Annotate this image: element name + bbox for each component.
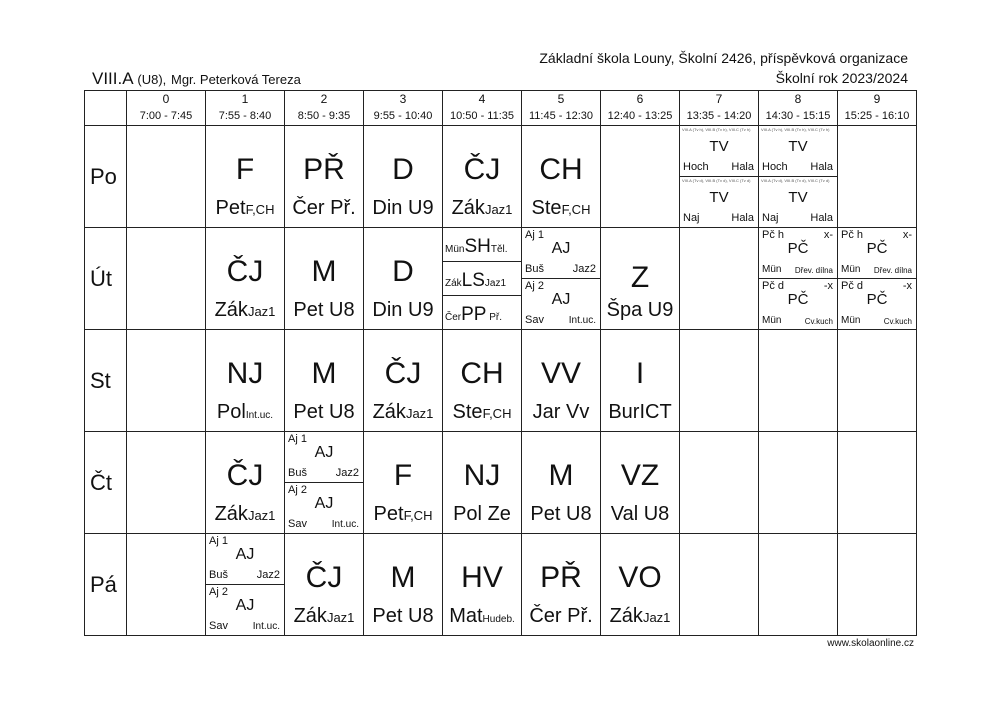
subject: ČJ: [463, 153, 501, 186]
teacher: Čer: [292, 197, 325, 219]
period-number: 3: [364, 91, 443, 109]
room: Hala: [731, 212, 754, 224]
teacher: Naj: [683, 212, 700, 224]
room: U8: [408, 605, 434, 627]
group-lesson[interactable]: [680, 177, 758, 227]
room: F,CH: [403, 508, 433, 523]
lesson-cell[interactable]: [285, 126, 364, 228]
room: U9: [408, 299, 434, 321]
subject: M: [390, 561, 416, 594]
room: Jaz1: [484, 278, 507, 289]
room: U8: [643, 503, 670, 525]
lesson-cell[interactable]: [522, 432, 601, 534]
subject: PŘ: [303, 153, 345, 186]
lesson-cell[interactable]: [522, 534, 601, 636]
group-lesson[interactable]: [285, 432, 363, 483]
lesson-cell[interactable]: [285, 534, 364, 636]
class-name: VIII.A: [92, 69, 133, 88]
group-label: VIII.A (Tv d), VIII.B (Tv d), VIII.C (Tv d): [682, 178, 751, 183]
lesson-cell[interactable]: [601, 228, 680, 330]
subject: ČJ: [384, 357, 422, 390]
room: Jaz1: [247, 508, 276, 523]
group-lesson[interactable]: [838, 228, 916, 279]
group-lesson[interactable]: [206, 585, 284, 635]
subject: TV: [709, 138, 729, 155]
room: Jaz2: [256, 569, 280, 581]
teacher: Sav: [209, 620, 228, 632]
lesson-cell[interactable]: [285, 330, 364, 432]
lesson-cell-empty: [759, 432, 838, 534]
teacher: Pet: [372, 605, 403, 627]
subject: PČ: [866, 240, 888, 257]
teacher: Zák: [214, 299, 248, 321]
teacher: Mün: [762, 315, 782, 326]
lesson-cell[interactable]: [364, 534, 443, 636]
room: Hala: [810, 212, 833, 224]
lesson-cell[interactable]: [443, 126, 522, 228]
group-label: Aj 2: [525, 280, 544, 292]
subject: AJ: [235, 546, 255, 563]
teacher: Pet: [293, 299, 324, 321]
subject: LS: [461, 270, 485, 291]
period-time-row: [85, 108, 917, 126]
lesson-cell-empty: [127, 126, 206, 228]
room: F,CH: [482, 406, 512, 421]
subject: HV: [461, 561, 503, 594]
teacher: Zák: [372, 401, 406, 423]
group-lesson[interactable]: [838, 279, 916, 329]
subject: AJ: [235, 597, 255, 614]
group-label: VIII.A (Tv h), VIII.B (Tv h), VIII.C (Tv h): [682, 127, 751, 132]
room: Int.uc.: [568, 315, 596, 326]
day-label: St: [85, 330, 127, 432]
week-marker: x-: [823, 229, 833, 241]
teacher: Hoch: [762, 161, 788, 173]
lesson-cell[interactable]: [206, 330, 285, 432]
room: Jaz1: [642, 610, 671, 625]
teacher: Din: [372, 197, 403, 219]
subject: TV: [788, 138, 808, 155]
group-lesson[interactable]: [443, 296, 521, 329]
lesson-cell[interactable]: [601, 534, 680, 636]
group-label: Aj 1: [209, 535, 228, 547]
week-marker: -x: [823, 280, 833, 292]
subject: PČ: [866, 291, 888, 308]
teacher: Pol: [216, 401, 246, 423]
period-time: 7:55 - 8:40: [206, 108, 285, 126]
subject: NJ: [226, 357, 264, 390]
period-time: 10:50 - 11:35: [443, 108, 522, 126]
subject: PČ: [787, 240, 809, 257]
lesson-cell[interactable]: [364, 330, 443, 432]
lesson-cell-empty: [127, 228, 206, 330]
teacher: Mün: [841, 264, 861, 275]
lesson-cell[interactable]: [285, 228, 364, 330]
day-row-ut: [85, 228, 917, 330]
subject: AJ: [314, 444, 334, 461]
period-number: 5: [522, 91, 601, 109]
week-marker: x-: [902, 229, 912, 241]
group-label: Aj 1: [288, 433, 307, 445]
period-time: 12:40 - 13:25: [601, 108, 680, 126]
class-title: [92, 69, 301, 89]
teacher: Ste: [531, 197, 562, 219]
timetable: [84, 90, 917, 636]
teacher: Zák: [609, 605, 643, 627]
group-lesson[interactable]: [522, 228, 600, 279]
lesson-cell-empty: [759, 330, 838, 432]
teacher: Zák: [293, 605, 327, 627]
room: U9: [647, 299, 674, 321]
lesson-cell-split[interactable]: [759, 126, 838, 228]
class-teacher: Mgr. Peterková Tereza: [171, 72, 301, 87]
room: Jaz1: [326, 610, 355, 625]
subject: ČJ: [305, 561, 343, 594]
lesson-cell-empty: [838, 432, 917, 534]
subject: PP: [461, 304, 487, 325]
room: Int.uc.: [245, 410, 274, 421]
subject: AJ: [314, 495, 334, 512]
day-row-st: [85, 330, 917, 432]
lesson-cell-split[interactable]: [522, 228, 601, 330]
group-lesson[interactable]: [759, 279, 837, 329]
lesson-cell-empty: [838, 330, 917, 432]
room: F,CH: [561, 202, 591, 217]
lesson-cell-split[interactable]: [759, 228, 838, 330]
group-lesson[interactable]: [522, 279, 600, 329]
teacher: Sav: [525, 314, 544, 326]
lesson-cell[interactable]: [206, 126, 285, 228]
group-lesson[interactable]: [443, 262, 521, 296]
period-number: 2: [285, 91, 364, 109]
lesson-cell-empty: [601, 126, 680, 228]
subject: PČ: [787, 291, 809, 308]
subject: M: [311, 357, 337, 390]
class-room: (U8),: [137, 72, 167, 87]
teacher: Sav: [288, 518, 307, 530]
group-label: Pč d: [841, 280, 864, 292]
teacher: Din: [372, 299, 403, 321]
lesson-cell[interactable]: [206, 432, 285, 534]
lesson-cell-split[interactable]: [285, 432, 364, 534]
subject: M: [311, 255, 337, 288]
group-label: VIII.A (Tv d), VIII.B (Tv d), VIII.C (Tv d): [761, 178, 830, 183]
room: Dřev. dílna: [794, 266, 833, 275]
period-number: 1: [206, 91, 285, 109]
school-year: Školní rok 2023/2024: [775, 70, 908, 86]
room: U8: [566, 503, 592, 525]
group-lesson[interactable]: [443, 228, 521, 262]
teacher: Zák: [214, 503, 248, 525]
lesson-cell[interactable]: [443, 330, 522, 432]
lesson-cell-empty: [127, 432, 206, 534]
room: Dřev. dílna: [873, 266, 912, 275]
teacher: Pet: [293, 401, 324, 423]
room: U8: [329, 299, 355, 321]
teacher: Mat: [449, 605, 483, 627]
group-label: Pč h: [762, 229, 785, 241]
period-time: 11:45 - 12:30: [522, 108, 601, 126]
lesson-cell-empty: [680, 432, 759, 534]
subject: VV: [540, 357, 582, 390]
teacher: Pet: [530, 503, 561, 525]
day-label: Út: [85, 228, 127, 330]
school-name: Základní škola Louny, Školní 2426, příspěvková organizace: [539, 50, 908, 66]
room: Př.: [489, 312, 503, 323]
room: Jaz1: [484, 202, 513, 217]
group-lesson[interactable]: [759, 177, 837, 227]
teacher: Mün: [762, 264, 782, 275]
period-time: 14:30 - 15:15: [759, 108, 838, 126]
subject: AJ: [551, 240, 571, 257]
group-lesson[interactable]: [759, 228, 837, 279]
teacher: Mün: [841, 315, 861, 326]
subject: Z: [630, 261, 650, 294]
day-label: Po: [85, 126, 127, 228]
teacher: Zák: [451, 197, 485, 219]
subject: ČJ: [226, 459, 264, 492]
group-label: VIII.A (Tv h), VIII.B (Tv h), VIII.C (Tv h): [761, 127, 830, 132]
subject: PŘ: [540, 561, 582, 594]
subject: I: [635, 357, 645, 390]
teacher: Čer: [529, 605, 562, 627]
day-row-po: [85, 126, 917, 228]
teacher: Naj: [762, 212, 779, 224]
lesson-cell[interactable]: [364, 126, 443, 228]
lesson-cell[interactable]: [601, 330, 680, 432]
room: Hala: [810, 161, 833, 173]
lesson-cell[interactable]: [364, 228, 443, 330]
group-label: Aj 2: [209, 586, 228, 598]
room: Jaz1: [405, 406, 434, 421]
room: Jaz2: [335, 467, 359, 479]
room: Př.: [330, 197, 356, 219]
group-lesson[interactable]: [680, 126, 758, 177]
period-number: 9: [838, 91, 917, 109]
group-label: Aj 2: [288, 484, 307, 496]
room: Cv.kuch: [804, 317, 833, 326]
room: Ze: [487, 503, 511, 525]
lesson-cell-split[interactable]: [443, 228, 522, 330]
teacher: Bur: [608, 401, 640, 423]
lesson-cell[interactable]: [364, 432, 443, 534]
room: ICT: [639, 401, 672, 423]
lesson-cell[interactable]: [522, 330, 601, 432]
subject: SH: [464, 236, 491, 257]
period-time: 13:35 - 14:20: [680, 108, 759, 126]
subject: VO: [618, 561, 662, 594]
subject: D: [392, 153, 414, 186]
room: Př.: [567, 605, 593, 627]
footer-link[interactable]: www.skolaonline.cz: [827, 638, 914, 649]
room: Int.uc.: [331, 519, 359, 530]
teacher: Buš: [525, 263, 544, 275]
lesson-cell-empty: [759, 534, 838, 636]
group-lesson[interactable]: [285, 483, 363, 533]
lesson-cell-empty: [127, 330, 206, 432]
period-number: 8: [759, 91, 838, 109]
teacher: Buš: [288, 467, 307, 479]
lesson-cell-empty: [680, 228, 759, 330]
room: Jaz1: [247, 304, 276, 319]
period-number-row: [85, 91, 917, 109]
subject: TV: [709, 189, 729, 206]
period-time: 8:50 - 9:35: [285, 108, 364, 126]
room: Jaz2: [572, 263, 596, 275]
room: U9: [408, 197, 434, 219]
teacher: Pol: [453, 503, 482, 525]
subject: F: [235, 153, 255, 186]
period-number: 6: [601, 91, 680, 109]
day-row-pa: [85, 534, 917, 636]
group-lesson[interactable]: [759, 126, 837, 177]
subject: M: [548, 459, 574, 492]
teacher: Val: [610, 503, 639, 525]
lesson-cell[interactable]: [443, 534, 522, 636]
teacher: Buš: [209, 569, 228, 581]
period-number: 4: [443, 91, 522, 109]
subject: F: [393, 459, 413, 492]
subject: CH: [539, 153, 583, 186]
teacher: Zák: [445, 278, 462, 289]
room: F,CH: [245, 202, 275, 217]
lesson-cell-empty: [838, 534, 917, 636]
teacher: Mün: [445, 244, 465, 255]
lesson-cell-empty: [680, 534, 759, 636]
lesson-cell[interactable]: [206, 228, 285, 330]
group-lesson[interactable]: [206, 534, 284, 585]
teacher: Hoch: [683, 161, 709, 173]
room: Vv: [566, 401, 590, 423]
subject: D: [392, 255, 414, 288]
day-label: Čt: [85, 432, 127, 534]
teacher: Ste: [452, 401, 483, 423]
subject: AJ: [551, 291, 571, 308]
subject: NJ: [463, 459, 501, 492]
corner-cell: [85, 91, 127, 126]
lesson-cell-split[interactable]: [680, 126, 759, 228]
room: Cv.kuch: [883, 317, 912, 326]
group-label: Aj 1: [525, 229, 544, 241]
period-time: 9:55 - 10:40: [364, 108, 443, 126]
lesson-cell[interactable]: [443, 432, 522, 534]
teacher: Pet: [373, 503, 404, 525]
day-label: Pá: [85, 534, 127, 636]
lesson-cell-empty: [680, 330, 759, 432]
lesson-cell-split[interactable]: [838, 228, 917, 330]
room: Těl.: [490, 244, 508, 255]
week-marker: -x: [902, 280, 912, 292]
room: Int.uc.: [252, 621, 280, 632]
teacher: Pet: [215, 197, 246, 219]
period-time: 15:25 - 16:10: [838, 108, 917, 126]
subject: CH: [460, 357, 504, 390]
teacher: Špa: [606, 299, 643, 321]
room: U8: [329, 401, 355, 423]
subject: TV: [788, 189, 808, 206]
group-label: Pč d: [762, 280, 785, 292]
period-time: 7:00 - 7:45: [127, 108, 206, 126]
lesson-cell-empty: [838, 126, 917, 228]
lesson-cell-empty: [127, 534, 206, 636]
teacher: Jar: [532, 401, 561, 423]
subject: VZ: [620, 459, 660, 492]
teacher: Čer: [445, 312, 462, 323]
period-number: 0: [127, 91, 206, 109]
period-number: 7: [680, 91, 759, 109]
room: Hala: [731, 161, 754, 173]
subject: ČJ: [226, 255, 264, 288]
day-row-ct: [85, 432, 917, 534]
lesson-cell[interactable]: [522, 126, 601, 228]
lesson-cell[interactable]: [601, 432, 680, 534]
group-label: Pč h: [841, 229, 864, 241]
lesson-cell-split[interactable]: [206, 534, 285, 636]
room: Hudeb.: [482, 614, 515, 625]
